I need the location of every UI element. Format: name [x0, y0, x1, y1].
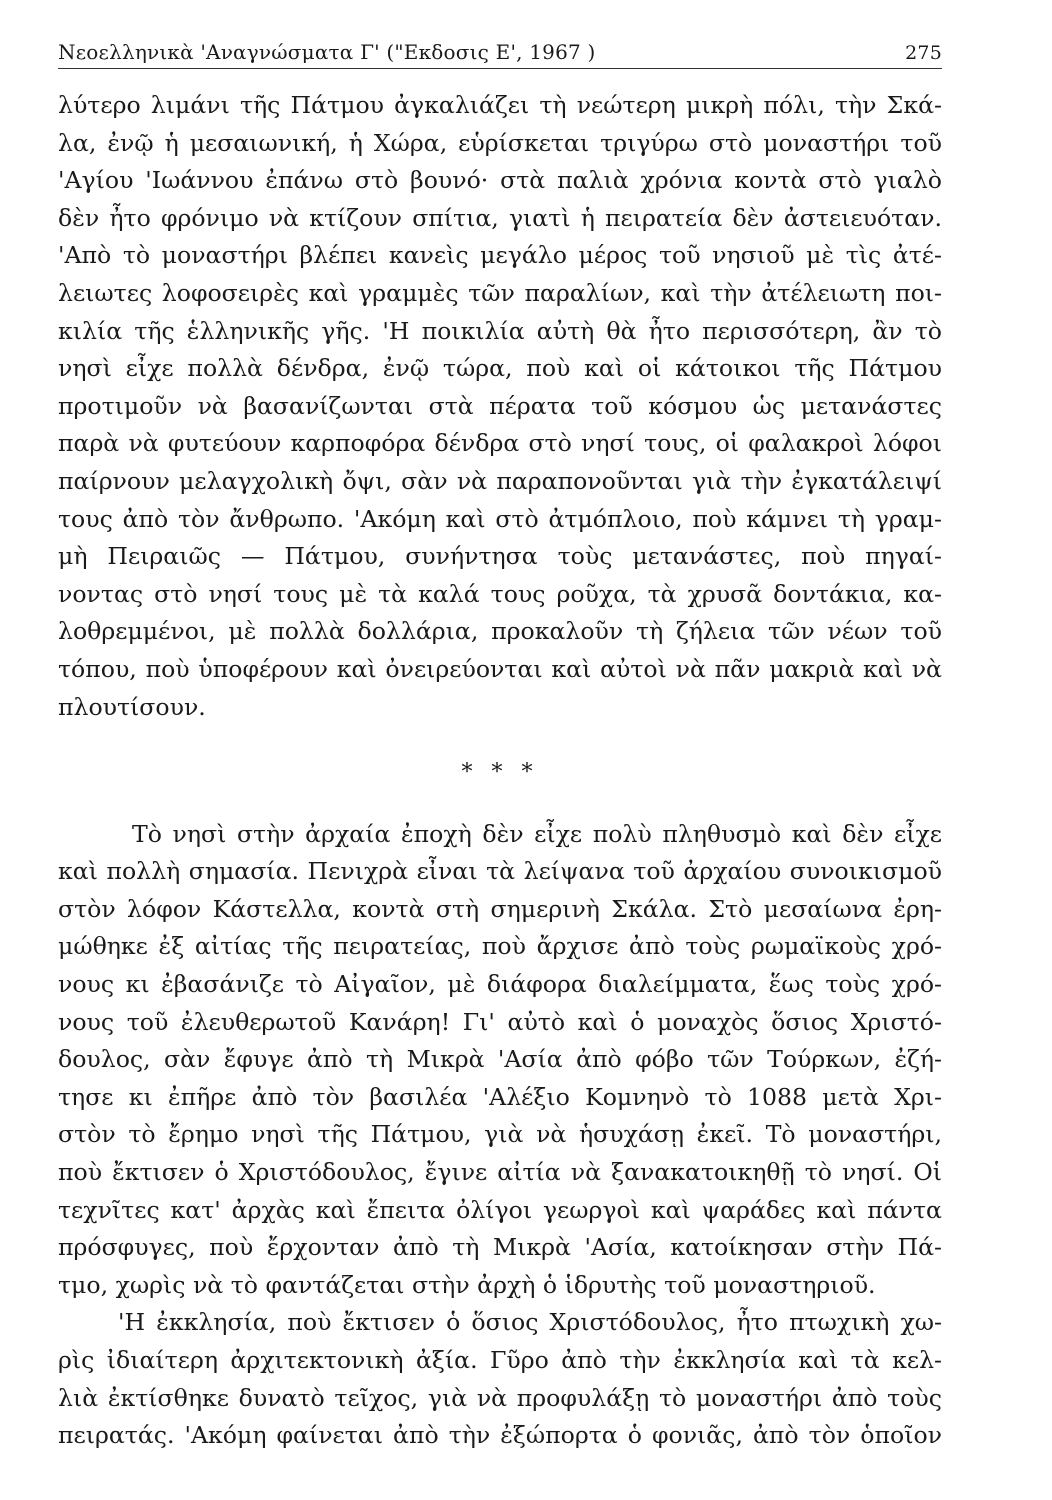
text-line: καὶ πολλὴ σημασία. Πενιχρὰ εἶναι τὰ λείψανα τοῦ ἀρχαίου συνοικισμοῦ	[58, 857, 942, 886]
body-text	[58, 87, 942, 1455]
text-line: τησε κι ἐπῆρε ἀπὸ τὸν βασιλέα 'Αλέξιο Κομνηνὸ τὸ 1088 μετὰ Χρι-	[58, 1082, 942, 1111]
text-line: νησὶ εἶχε πολλὰ δένδρα, ἐνῷ τώρα, ποὺ καὶ οἱ κάτοικοι τῆς Πάτμου	[58, 354, 942, 383]
text-line: στὸν τὸ ἔρημο νησὶ τῆς Πάτμου, γιὰ νὰ ἡσυχάσῃ ἐκεῖ. Τὸ μοναστήρι,	[58, 1120, 942, 1149]
text-line: Τὸ νησὶ στὴν ἀρχαία ἐποχὴ δὲν εἶχε πολὺ πληθυσμὸ καὶ δὲν εἶχε	[132, 819, 942, 848]
text-line: λα, ἐνῷ ἡ μεσαιωνική, ἡ Χώρα, εὑρίσκεται τριγύρω στὸ μοναστήρι τοῦ	[58, 128, 942, 157]
paragraph-2	[58, 816, 942, 1305]
running-title: Νεοελληνικὰ 'Αναγνώσματα Γ' ("Εκδοσις Ε', 1967 )	[58, 40, 596, 64]
text-line: λοθρεμμένοι, μὲ πολλὰ δολλάρια, προκαλοῦν τὴ ζήλεια τῶν νέων τοῦ	[58, 617, 942, 646]
text-line: πρόσφυγες, ποὺ ἔρχονταν ἀπὸ τὴ Μικρὰ 'Ασία, κατοίκησαν στὴν Πά-	[58, 1233, 942, 1262]
text-line: τμο, χωρὶς νὰ τὸ φαντάζεται στὴν ἀρχὴ ὁ ἱδρυτὴς τοῦ μοναστηριοῦ.	[58, 1270, 876, 1299]
text-line: νοντας στὸ νησί τους μὲ τὰ καλά τους ροῦχα, τὰ χρυσᾶ δοντάκια, κα-	[58, 579, 942, 608]
text-line: 'Αγίου 'Ιωάννου ἐπάνω στὸ βουνό· στὰ παλιὰ χρόνια κοντὰ στὸ γιαλὸ	[58, 166, 942, 195]
running-header	[58, 40, 942, 69]
text-line: λιὰ ἐκτίσθηκε δυνατὸ τεῖχος, γιὰ νὰ προφυλάξῃ τὸ μοναστήρι ἀπὸ τοὺς	[58, 1383, 942, 1412]
text-line: μώθηκε ἐξ αἰτίας τῆς πειρατείας, ποὺ ἄρχισε ἀπὸ τοὺς ρωμαϊκοὺς χρό-	[58, 932, 942, 961]
text-line: 'Η ἐκκλησία, ποὺ ἔκτισεν ὁ ὅσιος Χριστόδουλος, ἦτο πτωχικὴ χω-	[118, 1308, 942, 1337]
page-number: 275	[905, 42, 942, 64]
text-line: λειωτες λοφοσειρὲς καὶ γραμμὲς τῶν παραλίων, καὶ τὴν ἀτέλειωτη ποι-	[58, 278, 942, 307]
text-line: μὴ Πειραιῶς — Πάτμου, συνήντησα τοὺς μετανάστες, ποὺ πηγαί-	[58, 542, 942, 571]
text-line: ποὺ ἔκτισεν ὁ Χριστόδουλος, ἔγινε αἰτία νὰ ξανακατοικηθῇ τὸ νησί. Οἱ	[58, 1158, 942, 1187]
text-line: παίρνουν μελαγχολικὴ ὄψι, σὰν νὰ παραπονοῦνται γιὰ τὴν ἐγκατάλειψί	[58, 466, 942, 495]
text-line: τόπου, ποὺ ὑποφέρουν καὶ ὀνειρεύονται καὶ αὐτοὶ νὰ πᾶν μακριὰ καὶ νὰ	[58, 654, 942, 683]
text-line: τεχνῖτες κατ' ἀρχὰς καὶ ἔπειτα ὀλίγοι γεωργοὶ καὶ ψαράδες καὶ πάντα	[58, 1195, 942, 1224]
text-line: κιλία τῆς ἑλληνικῆς γῆς. 'Η ποικιλία αὐτὴ θὰ ἦτο περισσότερη, ἂν τὸ	[58, 316, 942, 345]
text-line: ρὶς ἰδιαίτερη ἀρχιτεκτονικὴ ἀξία. Γῦρο ἀπὸ τὴν ἐκκλησία καὶ τὰ κελ-	[58, 1346, 942, 1374]
text-line: πλουτίσουν.	[58, 692, 206, 721]
text-line: νους κι ἐβασάνιζε τὸ Αἰγαῖον, μὲ διάφορα διαλείμματα, ἕως τοὺς χρό-	[58, 970, 942, 999]
text-line: νους τοῦ ἐλευθερωτοῦ Κανάρη! Γι' αὐτὸ καὶ ὁ μοναχὸς ὅσιος Χριστό-	[58, 1007, 942, 1036]
text-line: τους ἀπὸ τὸν ἄνθρωπο. 'Ακόμη καὶ στὸ ἀτμόπλοιο, ποὺ κάμνει τὴ γραμ-	[58, 504, 942, 533]
text-line: πειρατάς. 'Ακόμη φαίνεται ἀπὸ τὴν ἐξώπορτα ὁ φονιᾶς, ἀπὸ τὸν ὁποῖον	[58, 1421, 942, 1450]
text-line: δουλος, σὰν ἔφυγε ἀπὸ τὴ Μικρὰ 'Ασία ἀπὸ φόβο τῶν Τούρκων, ἐζή-	[58, 1045, 942, 1074]
text-line: 'Απὸ τὸ μοναστήρι βλέπει κανεὶς μεγάλο μέρος τοῦ νησιοῦ μὲ τὶς ἀτέ-	[58, 241, 942, 270]
text-line: λύτερο λιμάνι τῆς Πάτμου ἀγκαλιάζει τὴ νεώτερη μικρὴ πόλι, τὴν Σκά-	[58, 91, 942, 119]
text-line: δὲν ἦτο φρόνιμο νὰ κτίζουν σπίτια, γιατὶ ἡ πειρατεία δὲν ἀστειευόταν.	[58, 203, 942, 232]
paragraph-3	[58, 1304, 942, 1454]
paragraph-1	[58, 87, 942, 726]
section-separator: * * *	[461, 760, 539, 786]
text-line: προτιμοῦν νὰ βασανίζωνται στὰ πέρατα τοῦ κόσμου ὡς μετανάστες	[58, 391, 942, 420]
text-line: παρὰ νὰ φυτεύουν καρποφόρα δένδρα στὸ νησί τους, οἱ φαλακροὶ λόφοι	[58, 429, 942, 458]
text-line: στὸν λόφον Κάστελλα, κοντὰ στὴ σημερινὴ Σκάλα. Στὸ μεσαίωνα ἐρη-	[58, 894, 942, 923]
